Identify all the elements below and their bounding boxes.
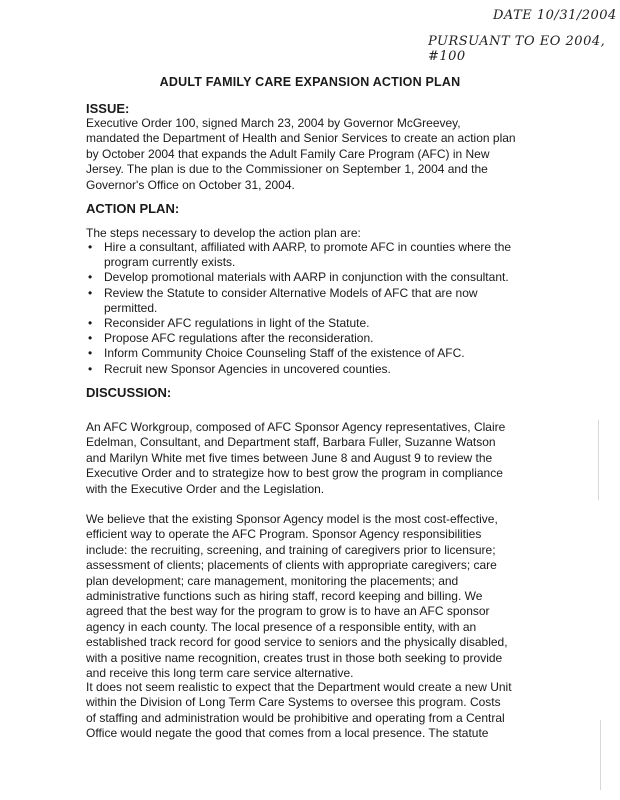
issue-heading: ISSUE: — [86, 101, 130, 116]
issue-text: Executive Order 100, signed March 23, 2004 by Governor McGreevey, mandated the Department of Health and Senior Services to create an action plan by October 2004 that expands the Adult Family Care Program (AFC) in New Jersey. The plan is due to the Commissioner on September 1, 2004 and the Governor's Office on October 31, 2004. — [86, 116, 516, 192]
discussion-paragraph-2: We believe that the existing Sponsor Agency model is the most cost-effective, efficient way to operate the AFC Program. Sponsor Agency responsibilities include: the recruiting, screening, and training of caregivers prior to licensure; assessment of clients; placements of clients with appropriate caregivers; care plan development; care management, monitoring the placements; and administrative functions such as hiring staff, record keeping and billing. We agreed that the best way for the program to grow is to have an AFC sponsor agency in each county. The local presence of a responsible entity, with an established track record for good service to seniors and the physically disabled, with a positive name recognition, creates trust in those both seeking to provide and receive this long term care service alternative. — [86, 512, 508, 681]
list-item: • Reconsider AFC regulations in light of the Statute. — [86, 316, 556, 331]
list-item: • Recruit new Sponsor Agencies in uncovered counties. — [86, 362, 556, 377]
list-item: • Inform Community Choice Counseling Staff of the existence of AFC. — [86, 346, 556, 361]
action-plan-intro: The steps necessary to develop the action plan are: — [86, 226, 361, 240]
discussion-paragraph-3: It does not seem realistic to expect that the Department would create a new Unit within the Division of Long Term Care Systems to oversee this program. Costs of staffing and administration would be prohibitive and operating from a Central Office would negate the good that comes from a local presence. The statute — [86, 680, 512, 741]
discussion-paragraph-1: An AFC Workgroup, composed of AFC Sponsor Agency representatives, Claire Edelman, Consultant, and Department staff, Barbara Fuller, Suzanne Watson and Marilyn White met five times between June 8 and August 9 to review the Executive Order and to strategize how to best grow the program in compliance with the Executive Order and the Legislation. — [86, 420, 506, 496]
page-title: ADULT FAMILY CARE EXPANSION ACTION PLAN — [159, 75, 461, 89]
scan-artifact-line — [598, 420, 599, 500]
list-item: • Develop promotional materials with AARP in conjunction with the consultant. — [86, 270, 556, 285]
handwritten-pursuant-note: PURSUANT TO EO 2004, #100 — [428, 34, 606, 64]
action-plan-heading: ACTION PLAN: — [86, 201, 180, 216]
list-item: • Hire a consultant, affiliated with AARP, to promote AFC in counties where the program currently exists. — [86, 240, 556, 270]
handwritten-date: DATE 10/31/2004 — [493, 8, 617, 23]
scan-artifact-line — [600, 720, 601, 790]
action-plan-list — [86, 240, 556, 377]
discussion-heading: DISCUSSION: — [86, 385, 172, 400]
list-item: • Review the Statute to consider Alternative Models of AFC that are now permitted. — [86, 286, 556, 316]
list-item: • Propose AFC regulations after the reconsideration. — [86, 331, 556, 346]
